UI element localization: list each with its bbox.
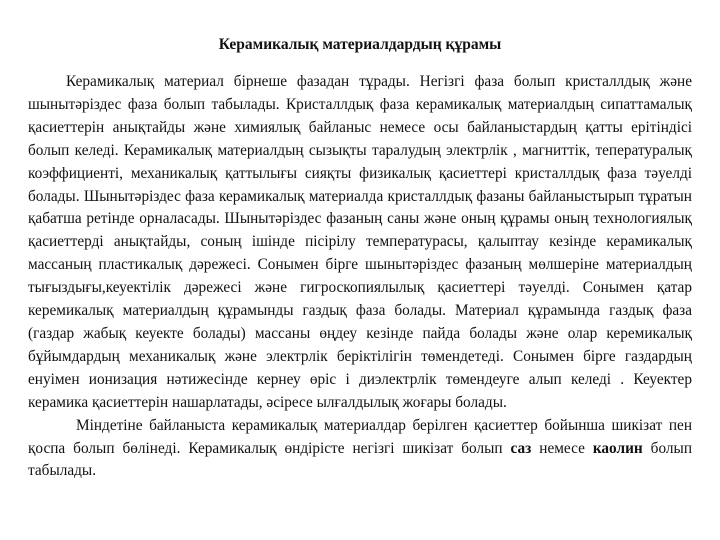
page-title: Керамикалық материалдардың құрамы — [218, 36, 502, 53]
paragraph-raw-materials — [28, 415, 692, 484]
paragraph-composition: Керамикалық материал бірнеше фазадан тұрады. Негізгі фаза болып кристаллдық және шынытәріздес фаза болып табылады. Кристаллдық фаза керамикалық материалдың сипаттамалық қасиеттерін анықтайды және химиялық байланыс немесе осы байланыстардың қатты ерітіндісі болып келеді. Керамикалық материалдың сызықты таралудың электрлік , магниттік, тепературалық коэффициенті, механикалық қаттылығы сияқты физикалық қасиеттері кристаллдық фаза тәуелді болады. Шынытәріздес фаза керамикалық материалда кристаллдық фазаны байланыстырып тұратын қабатша ретінде орналасады. Шынытәріздес фазаның саны және оның құрамы оның технологиялық қасиеттерді анықтайды, соның ішінде пісірілу температурасы, қалыптау кезінде керамикалық массаның пластикалық дәрежесі. Сонымен бірге шынытәріздес фазаның мөлшеріне материалдың тығыздығы,кеуектілік дәрежесі және гигроскопиялылық қасиеттері тәуелді. Сонымен қатар керемикалық материалдың құрамынды газдық фаза болады. Материал құрамында газдық фаза (газдар жабық кеуекте болады) массаны өңдеу кезінде пайда болады және олар керемикалық бұйымдардың механикалық және электрлік беріктілігін төмендетеді. Сонымен бірге газдардың енуімен ионизация нәтижесінде кернеу өріс і диэлектрлік төмендеуге алып келеді . Кеуектер керамика қасиеттерін нашарлатады, әсіресе ылғалдылық жоғары болады. — [28, 73, 692, 411]
paragraph-raw-materials-middle: немесе — [531, 439, 593, 457]
term-clay: саз — [510, 439, 532, 457]
term-kaolin: каолин — [592, 439, 643, 457]
paragraph-raw-materials-start: Міндетіне байланыста керамикалық материалдар берілген қасиеттер бойынша шикізат пен қоспа болып бөлінеді. Керамикалық өндірісте негізгі шикізат болып — [28, 416, 692, 457]
paragraph-raw-materials-end: болып табылады. — [28, 439, 693, 480]
document-body — [28, 71, 692, 483]
